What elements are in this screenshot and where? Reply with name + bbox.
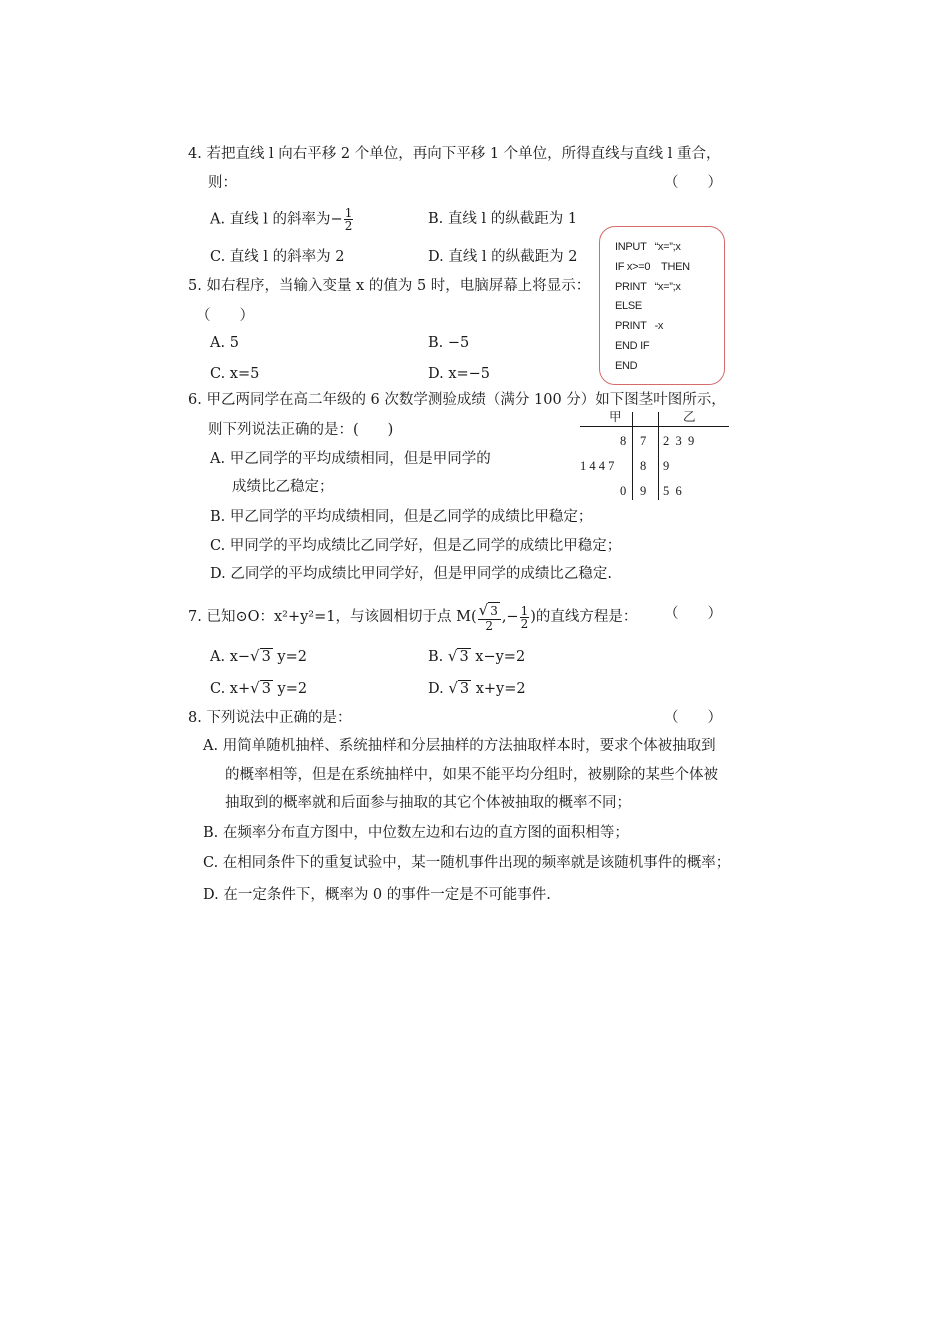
- program-line-7: END: [615, 360, 638, 372]
- q8-answer-blank[interactable]: （ ）: [664, 710, 722, 726]
- q7-option-a-radicand: 3: [261, 649, 271, 665]
- sqrt-symbol-icon: √: [478, 601, 489, 619]
- program-line-6: END IF: [615, 340, 650, 352]
- q7-option-d-sqrt: [448, 678, 471, 699]
- stem-leaf-row1-right: 2 3 9: [663, 434, 695, 448]
- q5-option-d[interactable]: D. x=−5: [428, 366, 491, 382]
- q7-option-b[interactable]: [428, 646, 525, 667]
- q7-option-d-pre: D.: [428, 681, 449, 697]
- q7-stem: [188, 602, 637, 632]
- q7-point-y-denominator: 2: [520, 616, 529, 631]
- q4-option-a-denominator: 2: [344, 219, 353, 233]
- q7-stem-post: )的直线方程是：: [530, 609, 638, 625]
- stem-leaf-head-right: 乙: [683, 410, 696, 424]
- stem-leaf-right-divider: [658, 412, 659, 500]
- q6-option-a-line1[interactable]: A. 甲乙同学的平均成绩相同，但是甲同学的: [210, 451, 491, 467]
- q7-sqrt-radicand: 3: [490, 604, 498, 618]
- q7-point-y-fraction: [520, 605, 530, 630]
- stem-leaf-row3-right: 5 6: [663, 484, 682, 498]
- q4-stem-line1: 4. 若把直线 l 向右平移 2 个单位，再向下平移 1 个单位，所得直线与直线 l 重合，: [188, 146, 721, 162]
- q5-stem: 5. 如右程序，当输入变量 x 的值为 5 时，电脑屏幕上将显示：: [188, 278, 591, 294]
- q5-option-b[interactable]: B. −5: [428, 335, 470, 351]
- q4-option-a-sign: −: [330, 211, 343, 228]
- q7-option-c-sqrt: [250, 678, 273, 699]
- q6-option-b[interactable]: B. 甲乙同学的平均成绩相同，但是乙同学的成绩比甲稳定；: [210, 509, 593, 525]
- q7-option-b-radicand: 3: [459, 649, 469, 665]
- program-line-4: ELSE: [615, 300, 642, 312]
- q4-option-a-fraction: [344, 207, 354, 232]
- q7-point-x-numerator: [478, 602, 501, 620]
- q6-option-c[interactable]: C. 甲同学的平均成绩比乙同学好，但是乙同学的成绩比甲稳定；: [210, 538, 622, 554]
- q7-option-c-post: y=2: [272, 681, 308, 697]
- q6-option-d[interactable]: D. 乙同学的平均成绩比甲同学好，但是甲同学的成绩比乙稳定.: [210, 566, 612, 582]
- stem-leaf-row3-stem: 9: [640, 484, 647, 498]
- sqrt-symbol-icon: √: [447, 647, 458, 665]
- q7-sqrt: [479, 602, 500, 619]
- q8-option-a-line1[interactable]: A. 用简单随机抽样、系统抽样和分层抽样的方法抽取样本时，要求个体被抽取到: [203, 738, 716, 754]
- q4-answer-blank[interactable]: （ ）: [664, 175, 722, 191]
- q4-option-b[interactable]: B. 直线 l 的纵截距为 1: [428, 211, 578, 227]
- q7-point-x-denominator: 2: [485, 619, 494, 633]
- stem-leaf-row1-left: 8: [620, 434, 627, 448]
- q7-option-d-post: x+y=2: [471, 681, 526, 697]
- q7-option-d-radicand: 3: [459, 681, 470, 697]
- q7-option-a[interactable]: [210, 646, 307, 667]
- q7-answer-blank[interactable]: （ ）: [664, 606, 722, 622]
- q8-stem: 8. 下列说法中正确的是：: [188, 710, 352, 726]
- q8-option-a-line2[interactable]: 的概率相等，但是在系统抽样中，如果不能平均分组时，被剔除的某些个体被: [225, 767, 718, 783]
- q7-option-b-sqrt: [448, 646, 471, 667]
- q4-option-a-text: A. 直线 l 的斜率为: [210, 211, 331, 228]
- stem-leaf-header-rule: [580, 426, 729, 427]
- program-line-3: PRINT “x=”;x: [615, 281, 681, 293]
- program-line-1: INPUT “x=”;x: [615, 241, 681, 253]
- q8-option-c[interactable]: C. 在相同条件下的重复试验中，某一随机事件出现的频率就是该随机事件的概率；: [203, 855, 731, 871]
- stem-leaf-row2-left: 1 4 4 7: [580, 459, 615, 473]
- q6-option-a-line2[interactable]: 成绩比乙稳定；: [232, 479, 334, 495]
- q7-option-a-sqrt: [250, 646, 273, 667]
- q5-option-a[interactable]: A. 5: [210, 335, 239, 351]
- q6-stem-line2[interactable]: 则下列说法正确的是：( ): [208, 422, 394, 438]
- q4-stem-line2: 则：: [208, 175, 237, 191]
- q4-option-c[interactable]: C. 直线 l 的斜率为 2: [210, 249, 345, 265]
- q7-point-x-fraction: [478, 602, 501, 632]
- q7-option-a-post: y=2: [272, 649, 308, 665]
- sqrt-symbol-icon: √: [448, 679, 458, 697]
- q5-answer-blank[interactable]: （ ）: [196, 308, 254, 324]
- stem-leaf-row2-right: 9: [663, 459, 670, 473]
- q4-option-a-numerator: 1: [344, 206, 353, 220]
- program-line-2: IF x>=0 THEN: [615, 261, 690, 273]
- q8-option-d[interactable]: D. 在一定条件下，概率为 0 的事件一定是不可能事件.: [203, 887, 551, 903]
- q7-option-d[interactable]: [428, 678, 526, 699]
- q4-option-d[interactable]: D. 直线 l 的纵截距为 2: [428, 249, 578, 265]
- q7-option-c[interactable]: [210, 678, 307, 699]
- q7-option-c-radicand: 3: [261, 681, 271, 697]
- stem-leaf-head-left: 甲: [609, 410, 622, 424]
- q7-stem-pre: 7. 已知⊙O：x²+y²=1，与该圆相切于点 M(: [188, 609, 477, 625]
- q5-option-c[interactable]: C. x=5: [210, 366, 260, 382]
- stem-leaf-row3-left: 0: [620, 484, 627, 498]
- q7-option-b-post: x−y=2: [470, 649, 526, 665]
- stem-leaf-left-divider: [632, 412, 633, 500]
- q7-stem-mid: ,−: [501, 609, 519, 625]
- stem-leaf-row2-stem: 8: [640, 459, 647, 473]
- q7-point-y-numerator: 1: [520, 603, 529, 618]
- q8-option-b[interactable]: B. 在频率分布直方图中，中位数左边和右边的直方图的面积相等；: [203, 825, 629, 841]
- q7-option-a-pre: A. x−: [210, 649, 251, 665]
- sqrt-symbol-icon: √: [250, 647, 260, 665]
- q7-option-c-pre: C. x+: [210, 681, 251, 697]
- stem-leaf-row1-stem: 7: [640, 434, 647, 448]
- q6-stem-line1: 6. 甲乙两同学在高二年级的 6 次数学测验成绩（满分 100 分）如下图茎叶图所示，: [188, 392, 726, 408]
- q8-option-a-line3[interactable]: 抽取到的概率就和后面参与抽取的其它个体被抽取的概率不同；: [225, 795, 631, 811]
- sqrt-symbol-icon: √: [250, 679, 260, 697]
- q4-option-a[interactable]: [210, 207, 354, 232]
- q7-option-b-pre: B.: [428, 649, 448, 665]
- program-line-5: PRINT -x: [615, 320, 664, 332]
